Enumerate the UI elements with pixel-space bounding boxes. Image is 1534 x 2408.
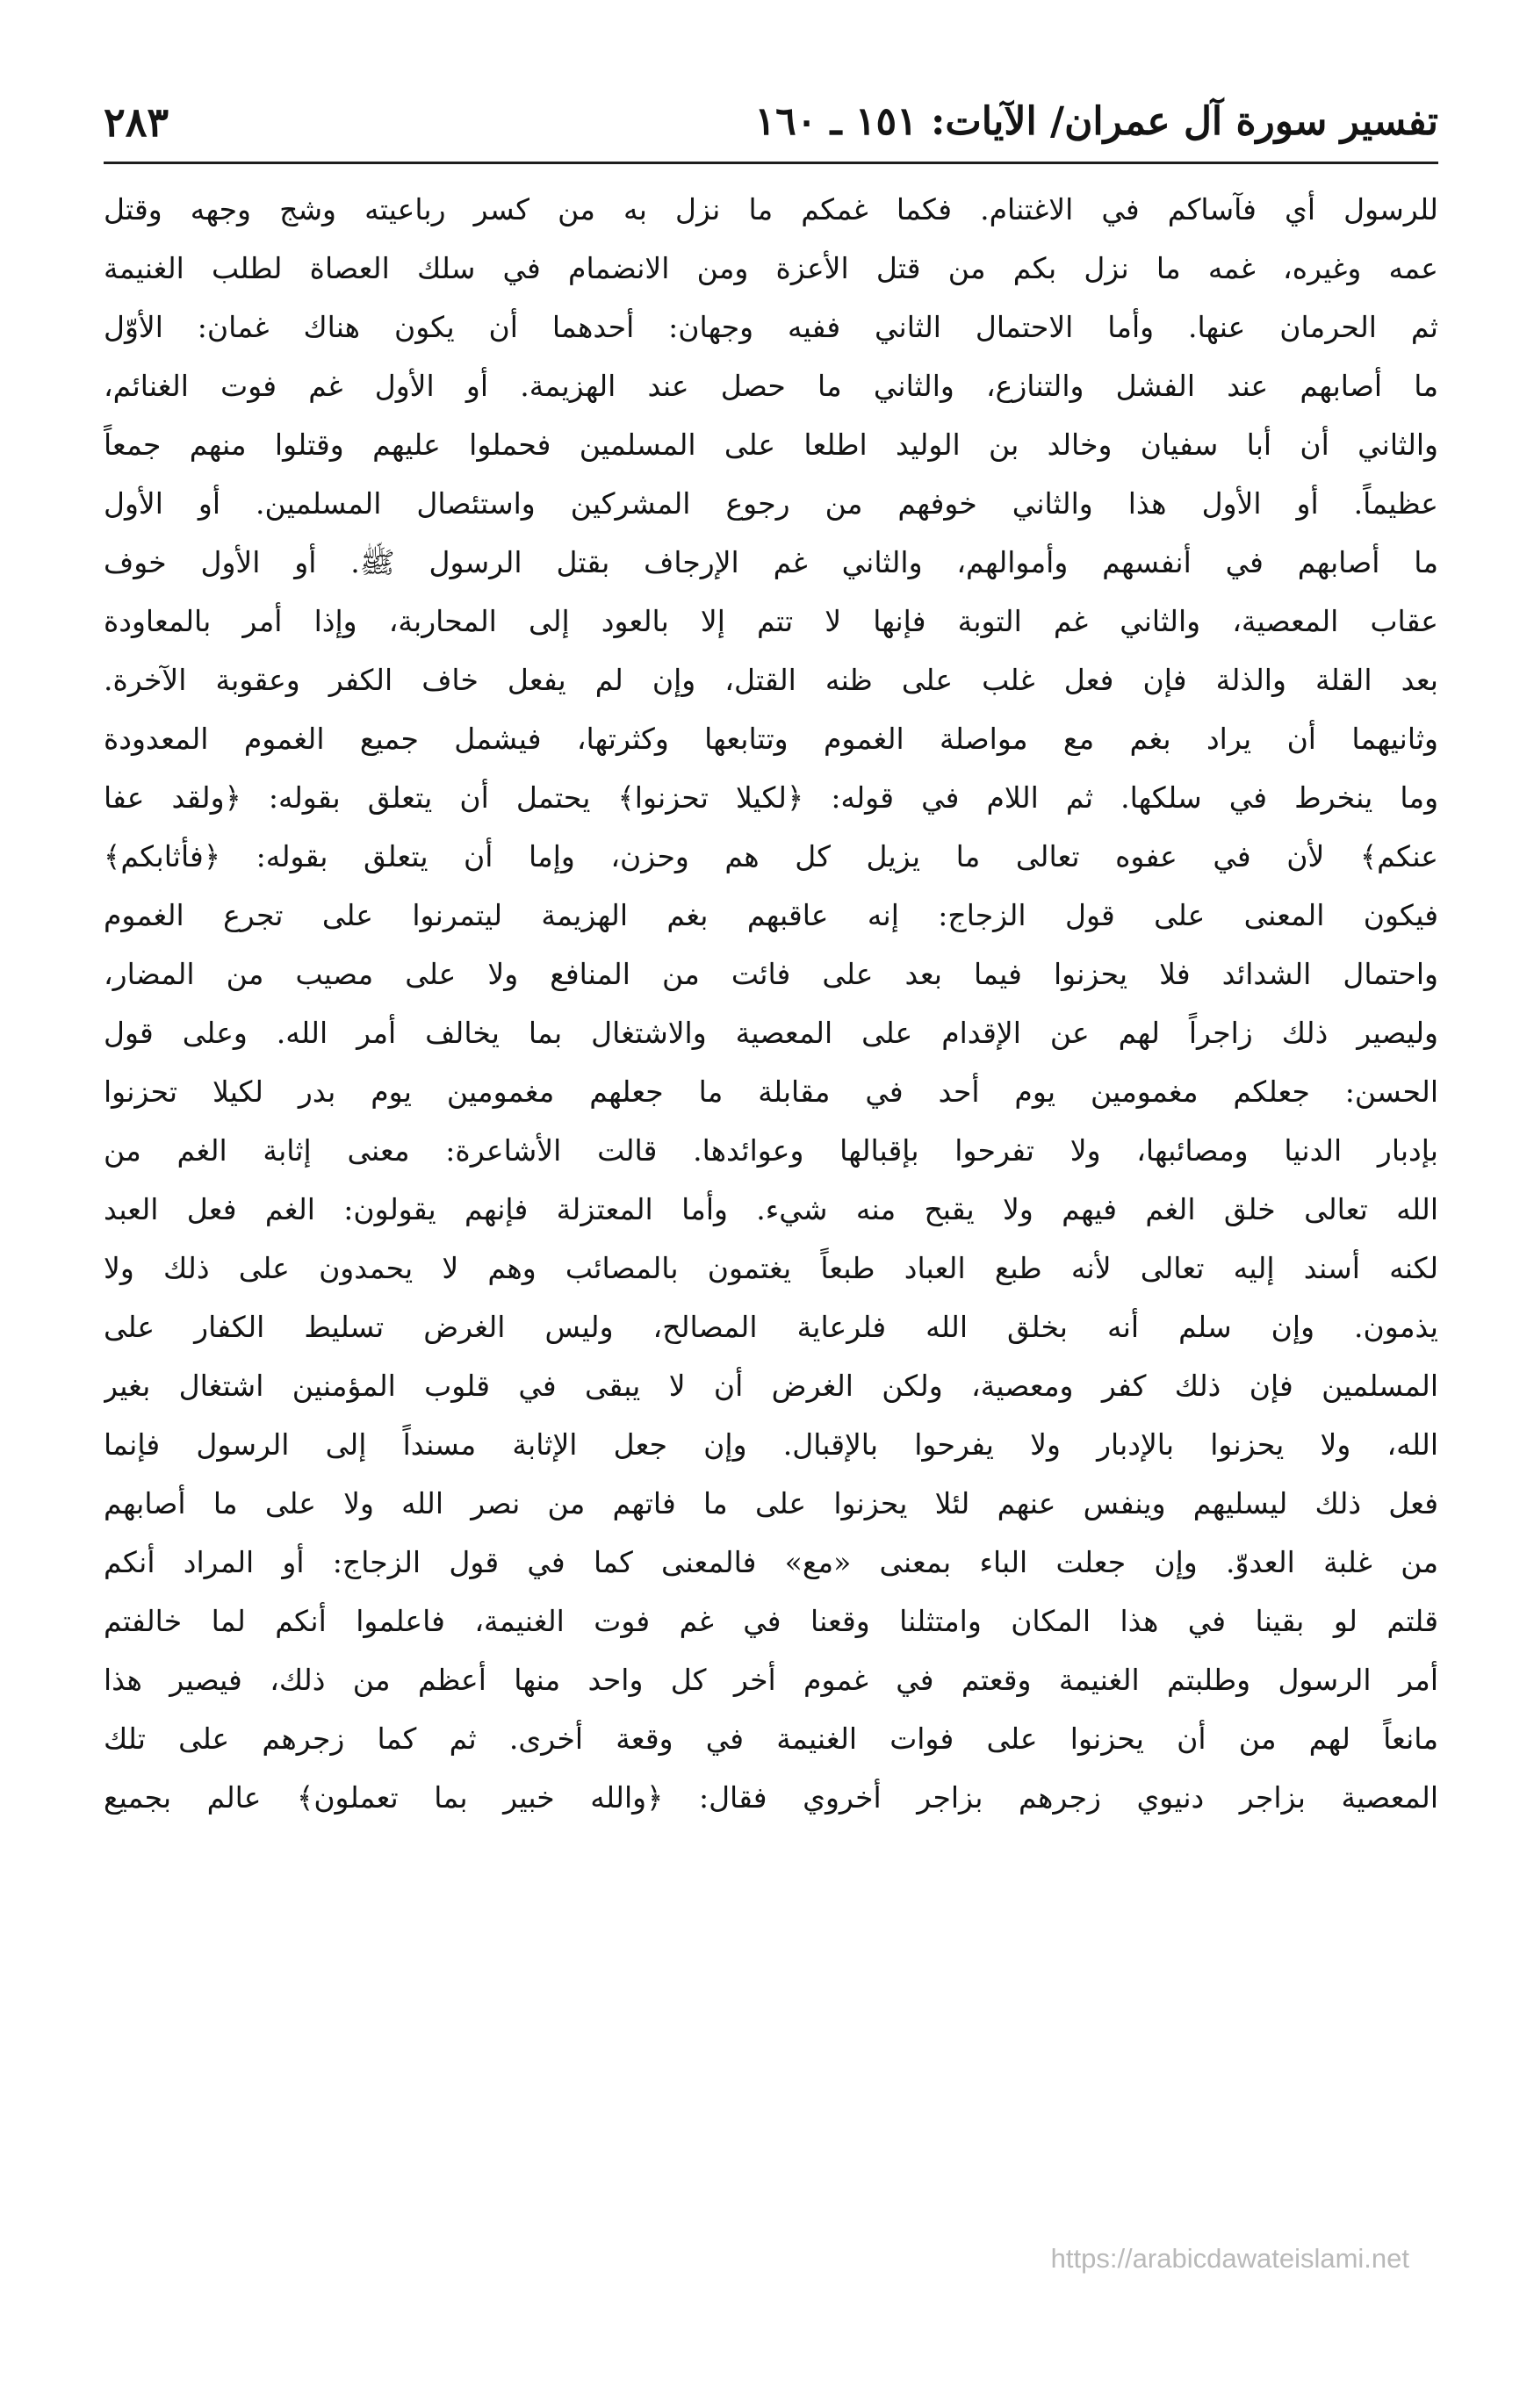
text-line: فيكون المعنى على قول الزجاج: إنه عاقبهم بغم الهزيمة ليتمرنوا على تجرع الغموم [104, 898, 1438, 932]
text-line: بإدبار الدنيا ومصائبها، ولا تفرحوا بإقبالها وعوائدها. قالت الأشاعرة: معنى إثابة الغم من [104, 1133, 1438, 1168]
page-header [104, 88, 1438, 156]
text-line: والثاني أن أبا سفيان وخالد بن الوليد اطلعا على المسلمين فحملوا عليهم وقتلوا منهم جمعاً [104, 428, 1438, 462]
text-line: الحسن: جعلكم مغمومين يوم أحد في مقابلة ما جعلهم مغمومين يوم بدر لكيلا تحزنوا [104, 1075, 1438, 1109]
text-line: واحتمال الشدائد فلا يحزنوا فيما بعد على فائت من المنافع ولا على مصيب من المضار، [104, 957, 1438, 991]
text-line: عقاب المعصية، والثاني غم التوبة فإنها لا تتم إلا بالعود إلى المحاربة، وإذا أمر بالمعاودة [104, 604, 1438, 638]
text-line: أمر الرسول وطلبتم الغنيمة وقعتم في غموم أخر كل واحد منها أعظم من ذلك، فيصير هذا [104, 1663, 1438, 1697]
text-line: مانعاً لهم من أن يحزنوا على فوات الغنيمة في وقعة أخرى. ثم كما زجرهم على تلك [104, 1722, 1438, 1756]
body-text [104, 180, 1438, 1827]
text-line: ثم الحرمان عنها. وأما الاحتمال الثاني ففيه وجهان: أحدهما أن يكون هناك غمان: الأوّل [104, 310, 1438, 344]
text-line: المسلمين فإن ذلك كفر ومعصية، ولكن الغرض أن لا يبقى في قلوب المؤمنين اشتغال بغير [104, 1369, 1438, 1403]
text-line: وما ينخرط في سلكها. ثم اللام في قوله: ﴿لكيلا تحزنوا﴾ يحتمل أن يتعلق بقوله: ﴿ولقد عفا [104, 780, 1438, 815]
text-line: الله تعالى خلق الغم فيهم ولا يقبح منه شيء. وأما المعتزلة فإنهم يقولون: الغم فعل العبد [104, 1192, 1438, 1226]
text-line: الله، ولا يحزنوا بالإدبار ولا يفرحوا بالإقبال. وإن جعل الإثابة مسنداً إلى الرسول فإنما [104, 1427, 1438, 1462]
text-line: وليصير ذلك زاجراً لهم عن الإقدام على المعصية والاشتغال بما يخالف أمر الله. وعلى قول [104, 1016, 1438, 1050]
text-line: المعصية بزاجر دنيوي زجرهم بزاجر أخروي فقال: ﴿والله خبير بما تعملون﴾ عالم بجميع [104, 1780, 1438, 1815]
text-line: عنكم﴾ لأن في عفوه تعالى ما يزيل كل هم وحزن، وإما أن يتعلق بقوله: ﴿فأثابكم﴾ [104, 839, 1438, 873]
text-line: يذمون. وإن سلم أنه بخلق الله فلرعاية المصالح، وليس الغرض تسليط الكفار على [104, 1310, 1438, 1344]
header-divider [104, 162, 1438, 164]
text-line: فعل ذلك ليسليهم وينفس عنهم لئلا يحزنوا على ما فاتهم من نصر الله ولا على ما أصابهم [104, 1486, 1438, 1520]
text-line: ما أصابهم في أنفسهم وأموالهم، والثاني غم الإرجاف بقتل الرسول ﷺ. أو الأول خوف [104, 545, 1438, 579]
text-line: بعد القلة والذلة فإن فعل غلب على ظنه القتل، وإن لم يفعل خاف الكفر وعقوبة الآخرة. [104, 663, 1438, 697]
text-line: ما أصابهم عند الفشل والتنازع، والثاني ما حصل عند الهزيمة. أو الأول غم فوت الغنائم، [104, 369, 1438, 403]
text-line: لكنه أسند إليه تعالى لأنه طبع العباد طبعاً يغتمون بالمصائب وهم لا يحمدون على ذلك ولا [104, 1251, 1438, 1285]
text-line: للرسول أي فآساكم في الاغتنام. فكما غمكم ما نزل به من كسر رباعيته وشج وجهه وقتل [104, 192, 1438, 226]
page-number: ٢٨٣ [104, 98, 169, 146]
watermark-url: https://arabicdawateislami.net [1050, 2243, 1409, 2274]
running-title: تفسير سورة آل عمران/ الآيات: ١٥١ ـ ١٦٠ [754, 99, 1438, 144]
text-line: عمه وغيره، غمه ما نزل بكم من قتل الأعزة ومن الانضمام في سلك العصاة لطلب الغنيمة [104, 251, 1438, 285]
text-line: وثانيهما أن يراد بغم مع مواصلة الغموم وتتابعها وكثرتها، فيشمل جميع الغموم المعدودة [104, 722, 1438, 756]
text-line: من غلبة العدوّ. وإن جعلت الباء بمعنى «مع» فالمعنى كما في قول الزجاج: أو المراد أنكم [104, 1545, 1438, 1579]
text-line: عظيماً. أو الأول هذا والثاني خوفهم من رجوع المشركين واستئصال المسلمين. أو الأول [104, 486, 1438, 521]
text-line: قلتم لو بقينا في هذا المكان وامتثلنا وقعنا في غم فوت الغنيمة، فاعلموا أنكم لما خالفتم [104, 1604, 1438, 1638]
